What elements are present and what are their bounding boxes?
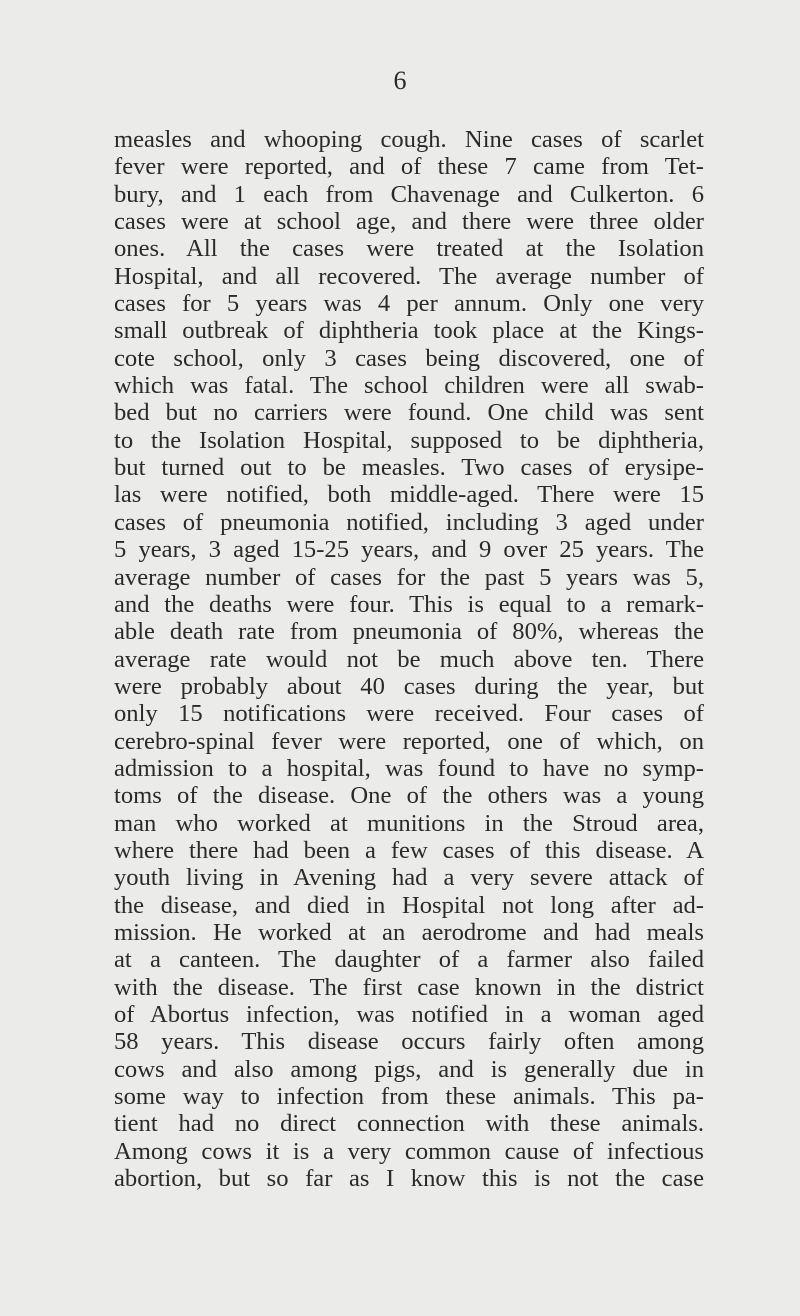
text-line: man who worked at munitions in the Stroud area, <box>114 809 704 837</box>
text-line: where there had been a few cases of this disease. A <box>114 836 704 864</box>
text-line: cote school, only 3 cases being discovered, one of <box>114 344 704 372</box>
text-line: tient had no direct connection with these animals. <box>114 1110 704 1138</box>
text-line: to the Isolation Hospital, supposed to be diphtheria, <box>114 426 704 454</box>
text-line: fever were reported, and of these 7 came from Tet- <box>114 153 704 181</box>
text-line: and the deaths were four. This is equal to a remark- <box>114 590 704 618</box>
text-line: with the disease. The first case known in the district <box>114 973 704 1001</box>
text-line: ones. All the cases were treated at the Isolation <box>114 235 704 263</box>
text-line: but turned out to be measles. Two cases of erysipe- <box>114 454 704 482</box>
text-line: which was fatal. The school children were all swab- <box>114 372 704 400</box>
text-line: Among cows it is a very common cause of infectious <box>114 1137 704 1165</box>
text-line: measles and whooping cough. Nine cases of scarlet <box>114 126 704 153</box>
text-line: 58 years. This disease occurs fairly often among <box>114 1028 704 1056</box>
text-line: some way to infection from these animals. This pa- <box>114 1083 704 1111</box>
text-line: las were notified, both middle-aged. There were 15 <box>114 481 704 509</box>
text-line: average number of cases for the past 5 years was 5, <box>114 563 704 591</box>
text-line: Hospital, and all recovered. The average number of <box>114 262 704 290</box>
text-line: bury, and 1 each from Chavenage and Culkerton. 6 <box>114 180 704 208</box>
text-line: the disease, and died in Hospital not long after ad- <box>114 891 704 919</box>
text-line: admission to a hospital, was found to have no symp- <box>114 754 704 782</box>
text-line: at a canteen. The daughter of a farmer also failed <box>114 946 704 974</box>
body-paragraph <box>114 126 704 1192</box>
text-line: small outbreak of diphtheria took place at the Kings- <box>114 317 704 345</box>
text-line: abortion, but so far as I know this is not the case <box>114 1165 704 1193</box>
text-line: youth living in Avening had a very severe attack of <box>114 864 704 892</box>
text-line: able death rate from pneumonia of 80%, whereas the <box>114 618 704 646</box>
text-line: cases of pneumonia notified, including 3 aged under <box>114 508 704 536</box>
text-line: mission. He worked at an aerodrome and had meals <box>114 918 704 946</box>
text-line: cerebro-spinal fever were reported, one of which, on <box>114 727 704 755</box>
page-number: 6 <box>393 66 407 95</box>
text-line: only 15 notifications were received. Four cases of <box>114 700 704 728</box>
text-line: cases for 5 years was 4 per annum. Only one very <box>114 290 704 318</box>
text-line: 5 years, 3 aged 15-25 years, and 9 over 25 years. The <box>114 536 704 564</box>
text-line: cases were at school age, and there were three older <box>114 208 704 236</box>
text-line: of Abortus infection, was notified in a woman aged <box>114 1001 704 1028</box>
text-line: toms of the disease. One of the others was a young <box>114 782 704 810</box>
text-line: were probably about 40 cases during the year, but <box>114 672 704 700</box>
text-line: cows and also among pigs, and is generally due in <box>114 1055 704 1083</box>
text-line: bed but no carriers were found. One child was sent <box>114 399 704 427</box>
text-line: average rate would not be much above ten. There <box>114 645 704 673</box>
